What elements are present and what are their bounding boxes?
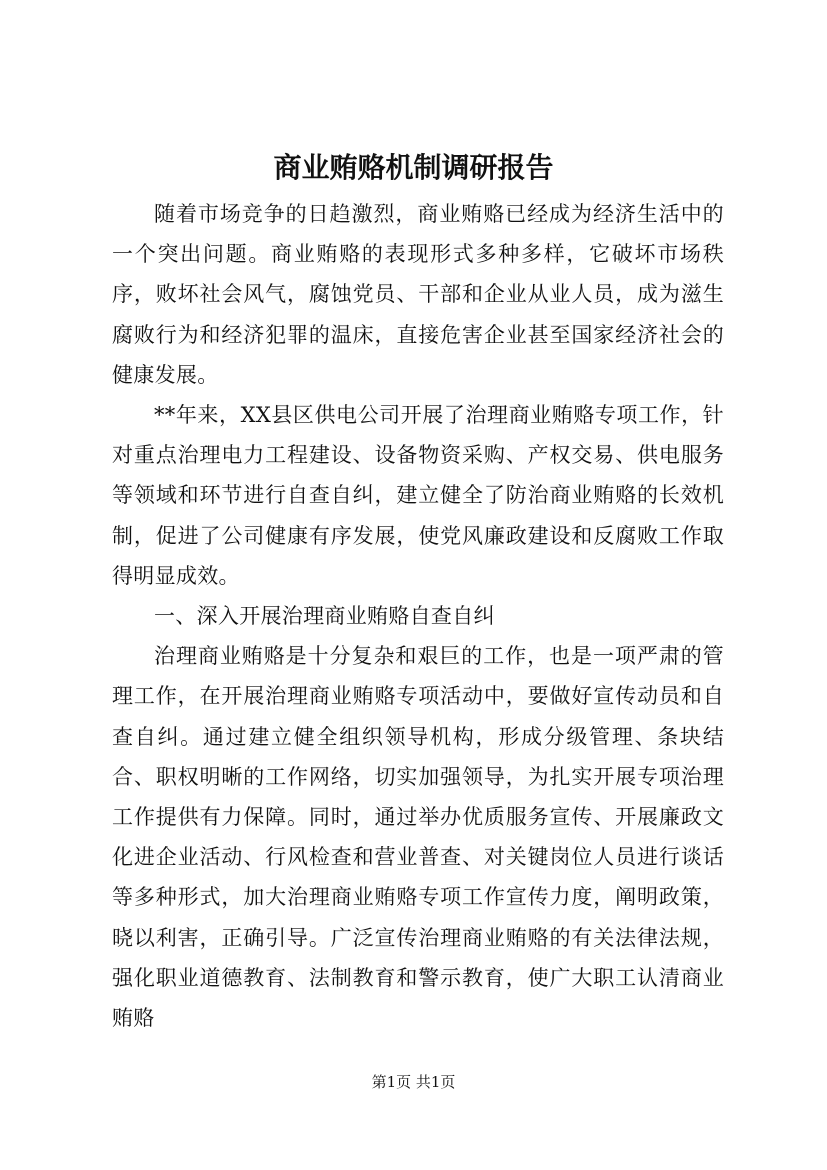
page-number-footer: 第1页 共1页 <box>371 1073 456 1091</box>
section-paragraph: 治理商业贿赂是十分复杂和艰巨的工作，也是一项严肃的管理工作，在开展治理商业贿赂专项活动中，要做好宣传动员和自查自纠。通过建立健全组织领导机构，形成分级管理、条块结合、职权明晰的工作网络，切实加强领导，为扎实开展专项治理工作提供有力保障。同时，通过举办优质服务宣传、开展廉政文化进企业活动、行风检查和营业普查、对关键岗位人员进行谈话等多种形式，加大治理商业贿赂专项工作宣传力度，阐明政策，晓以利害，正确引导。广泛宣传治理商业贿赂的有关法律法规，强化职业道德教育、法制教育和警示教育，使广大职工认清商业贿赂 <box>112 644 724 1031</box>
document-title: 商业贿赂机制调研报告 <box>273 151 554 184</box>
document-body <box>112 194 724 1038</box>
work-summary-paragraph: **年来，XX县区供电公司开展了治理商业贿赂专项工作，针对重点治理电力工程建设、设备物资采购、产权交易、供电服务等领域和环节进行自查自纠，建立健全了防治商业贿赂的长效机制，促进了公司健康有序发展，使党风廉政建设和反腐败工作取得明显成效。 <box>112 403 724 588</box>
intro-paragraph: 随着市场竞争的日趋激烈，商业贿赂已经成为经济生活中的一个突出问题。商业贿赂的表现形式多种多样，它破坏市场秩序，败坏社会风气，腐蚀党员、干部和企业从业人员，成为滋生腐败行为和经济犯罪的温床，直接危害企业甚至国家经济社会的健康发展。 <box>112 202 724 387</box>
section-heading: 一、深入开展治理商业贿赂自查自纠 <box>154 604 495 629</box>
